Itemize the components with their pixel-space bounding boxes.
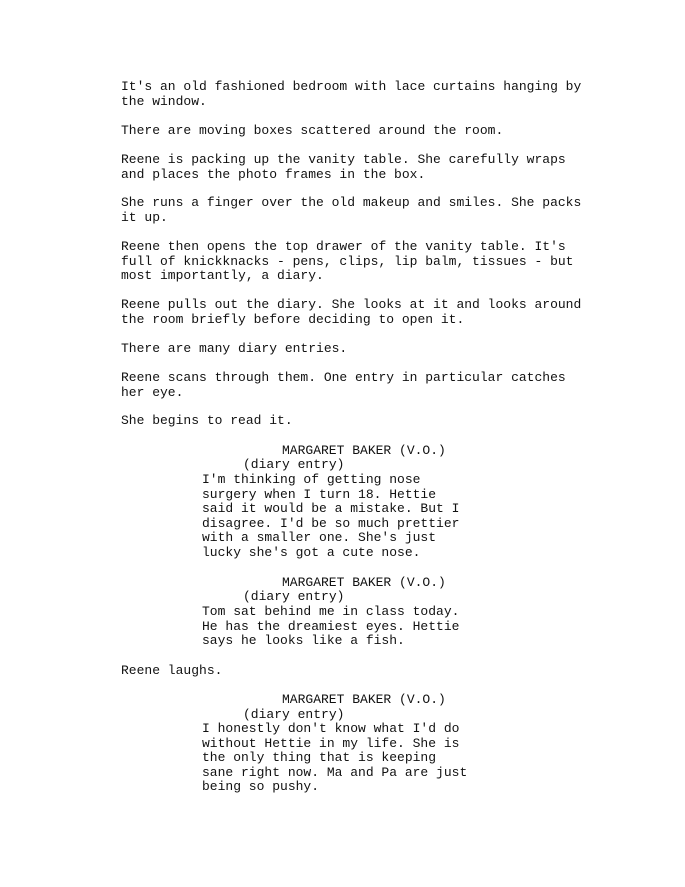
dialogue-text: Tom sat behind me in class today. He has the dreamiest eyes. Hettie says he looks like a fish. bbox=[202, 604, 460, 649]
action-line: Reene then opens the top drawer of the vanity table. It's full of knickknacks - pens, clips, lip balm, tissues - but most importantly, a diary. bbox=[121, 239, 574, 284]
action-line: She begins to read it. bbox=[121, 413, 293, 428]
dialogue-text: I honestly don't know what I'd do without Hettie in my life. She is the only thing that is keeping sane right now. Ma and Pa are just being so pushy. bbox=[202, 721, 468, 795]
parenthetical: (diary entry) bbox=[243, 457, 345, 472]
action-line: She runs a finger over the old makeup and smiles. She packs it up. bbox=[121, 195, 582, 225]
action-line: There are many diary entries. bbox=[121, 341, 348, 356]
character-cue: MARGARET BAKER (V.O.) bbox=[282, 575, 446, 590]
action-line: It's an old fashioned bedroom with lace curtains hanging by the window. bbox=[121, 79, 582, 109]
character-cue: MARGARET BAKER (V.O.) bbox=[282, 692, 446, 707]
action-line: There are moving boxes scattered around the room. bbox=[121, 123, 504, 138]
dialogue-text: I'm thinking of getting nose surgery when I turn 18. Hettie said it would be a mistake. But I disagree. I'd be so much prettier with a smaller one. She's just lucky she's got a cute nose. bbox=[202, 472, 460, 560]
parenthetical: (diary entry) bbox=[243, 707, 345, 722]
parenthetical: (diary entry) bbox=[243, 589, 345, 604]
action-line: Reene is packing up the vanity table. She carefully wraps and places the photo frames in the box. bbox=[121, 152, 566, 182]
character-cue: MARGARET BAKER (V.O.) bbox=[282, 443, 446, 458]
action-line: Reene scans through them. One entry in particular catches her eye. bbox=[121, 370, 566, 400]
action-line: Reene pulls out the diary. She looks at it and looks around the room briefly before deciding to open it. bbox=[121, 297, 582, 327]
action-line: Reene laughs. bbox=[121, 663, 223, 678]
